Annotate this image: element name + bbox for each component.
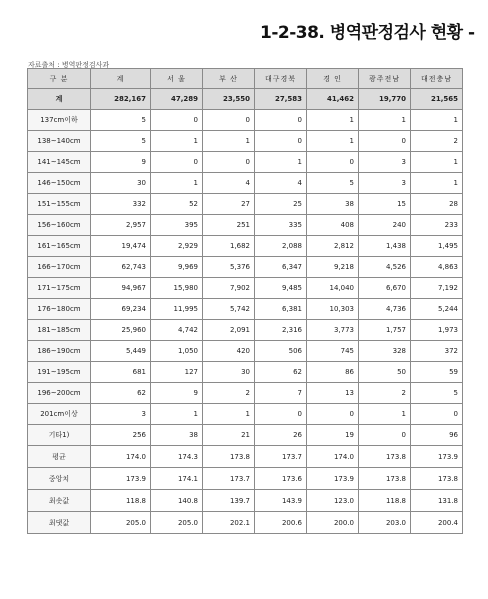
table-row — [28, 194, 463, 215]
cell-daegu-gyeongbuk: 6,347 — [255, 257, 307, 278]
cell-busan: 173.8 — [203, 446, 255, 468]
row-label: 171~175cm — [28, 278, 91, 299]
cell-busan: 173.7 — [203, 468, 255, 490]
cell-seoul: 127 — [151, 362, 203, 383]
row-label: 137cm이하 — [28, 110, 91, 131]
cell-busan: 139.7 — [203, 490, 255, 512]
cell-total: 5 — [91, 131, 151, 152]
cell-seoul: 1 — [151, 173, 203, 194]
cell-daegu-gyeongbuk: 143.9 — [255, 490, 307, 512]
cell-busan: 30 — [203, 362, 255, 383]
cell-daegu-gyeongbuk: 0 — [255, 404, 307, 425]
cell-total: 681 — [91, 362, 151, 383]
cell-total: 5,449 — [91, 341, 151, 362]
cell-seoul: 47,289 — [151, 89, 203, 110]
row-label: 중앙치 — [28, 468, 91, 490]
table-header-row — [28, 69, 463, 89]
row-label: 156~160cm — [28, 215, 91, 236]
cell-gyeongin: 173.9 — [307, 468, 359, 490]
cell-total: 5 — [91, 110, 151, 131]
cell-gwangju-jeonnam: 1,438 — [359, 236, 411, 257]
cell-busan: 420 — [203, 341, 255, 362]
cell-daegu-gyeongbuk: 27,583 — [255, 89, 307, 110]
cell-gyeongin: 1 — [307, 131, 359, 152]
cell-daegu-gyeongbuk: 173.7 — [255, 446, 307, 468]
cell-gyeongin: 38 — [307, 194, 359, 215]
cell-gwangju-jeonnam: 1 — [359, 404, 411, 425]
cell-gyeongin: 19 — [307, 425, 359, 446]
cell-busan: 0 — [203, 152, 255, 173]
cell-gyeongin: 14,040 — [307, 278, 359, 299]
cell-daejeon-chungnam: 1 — [411, 152, 463, 173]
row-label: 138~140cm — [28, 131, 91, 152]
cell-busan: 7,902 — [203, 278, 255, 299]
cell-gwangju-jeonnam: 1 — [359, 110, 411, 131]
header-gyeongin: 경 인 — [307, 69, 359, 89]
cell-gwangju-jeonnam: 173.8 — [359, 446, 411, 468]
stat-row — [28, 468, 463, 490]
cell-seoul: 4,742 — [151, 320, 203, 341]
cell-gwangju-jeonnam: 6,670 — [359, 278, 411, 299]
row-label: 176~180cm — [28, 299, 91, 320]
table-row — [28, 110, 463, 131]
cell-gwangju-jeonnam: 173.8 — [359, 468, 411, 490]
cell-busan: 5,376 — [203, 257, 255, 278]
table-row — [28, 278, 463, 299]
cell-daejeon-chungnam: 1 — [411, 173, 463, 194]
cell-seoul: 0 — [151, 152, 203, 173]
table-row — [28, 173, 463, 194]
cell-daejeon-chungnam: 233 — [411, 215, 463, 236]
table-body — [28, 89, 463, 534]
table-row — [28, 152, 463, 173]
table-row — [28, 404, 463, 425]
cell-gwangju-jeonnam: 15 — [359, 194, 411, 215]
row-label: 계 — [28, 89, 91, 110]
cell-busan: 21 — [203, 425, 255, 446]
cell-gwangju-jeonnam: 4,526 — [359, 257, 411, 278]
cell-busan: 202.1 — [203, 512, 255, 534]
cell-daejeon-chungnam: 59 — [411, 362, 463, 383]
header-gwangju-jeonnam: 광주전남 — [359, 69, 411, 89]
stat-row — [28, 490, 463, 512]
cell-gyeongin: 10,303 — [307, 299, 359, 320]
cell-gwangju-jeonnam: 3 — [359, 152, 411, 173]
cell-seoul: 52 — [151, 194, 203, 215]
row-label: 196~200cm — [28, 383, 91, 404]
cell-total: 3 — [91, 404, 151, 425]
cell-total: 282,167 — [91, 89, 151, 110]
cell-total: 62,743 — [91, 257, 151, 278]
row-label: 201cm이상 — [28, 404, 91, 425]
cell-gyeongin: 5 — [307, 173, 359, 194]
table-row — [28, 215, 463, 236]
cell-daegu-gyeongbuk: 2,316 — [255, 320, 307, 341]
table-row — [28, 383, 463, 404]
cell-daegu-gyeongbuk: 2,088 — [255, 236, 307, 257]
row-label: 기타1) — [28, 425, 91, 446]
cell-daejeon-chungnam: 21,565 — [411, 89, 463, 110]
cell-daegu-gyeongbuk: 7 — [255, 383, 307, 404]
cell-seoul: 1 — [151, 131, 203, 152]
row-label: 151~155cm — [28, 194, 91, 215]
cell-daegu-gyeongbuk: 173.6 — [255, 468, 307, 490]
cell-daejeon-chungnam: 0 — [411, 404, 463, 425]
page-title: 1-2-38. 병역판정검사 현황 - — [260, 23, 475, 43]
cell-seoul: 15,980 — [151, 278, 203, 299]
cell-daejeon-chungnam: 1 — [411, 110, 463, 131]
cell-total: 30 — [91, 173, 151, 194]
cell-gwangju-jeonnam: 0 — [359, 425, 411, 446]
cell-seoul: 0 — [151, 110, 203, 131]
height-statistics-table — [27, 68, 463, 534]
table-row — [28, 131, 463, 152]
table-row — [28, 299, 463, 320]
cell-daejeon-chungnam: 1,973 — [411, 320, 463, 341]
cell-gwangju-jeonnam: 0 — [359, 131, 411, 152]
cell-busan: 1,682 — [203, 236, 255, 257]
cell-daejeon-chungnam: 372 — [411, 341, 463, 362]
cell-gyeongin: 200.0 — [307, 512, 359, 534]
cell-gyeongin: 0 — [307, 152, 359, 173]
cell-seoul: 1 — [151, 404, 203, 425]
cell-total: 205.0 — [91, 512, 151, 534]
cell-total: 25,960 — [91, 320, 151, 341]
row-label: 161~165cm — [28, 236, 91, 257]
cell-daejeon-chungnam: 131.8 — [411, 490, 463, 512]
cell-daejeon-chungnam: 4,863 — [411, 257, 463, 278]
cell-busan: 0 — [203, 110, 255, 131]
row-label: 최댓값 — [28, 512, 91, 534]
cell-total: 2,957 — [91, 215, 151, 236]
cell-gwangju-jeonnam: 118.8 — [359, 490, 411, 512]
cell-seoul: 9 — [151, 383, 203, 404]
row-label: 최솟값 — [28, 490, 91, 512]
cell-seoul: 140.8 — [151, 490, 203, 512]
cell-daejeon-chungnam: 200.4 — [411, 512, 463, 534]
cell-gyeongin: 9,218 — [307, 257, 359, 278]
cell-daejeon-chungnam: 5,244 — [411, 299, 463, 320]
table-row — [28, 320, 463, 341]
cell-seoul: 174.1 — [151, 468, 203, 490]
cell-gyeongin: 408 — [307, 215, 359, 236]
table-row — [28, 236, 463, 257]
table-row — [28, 362, 463, 383]
cell-busan: 4 — [203, 173, 255, 194]
cell-gwangju-jeonnam: 19,770 — [359, 89, 411, 110]
cell-busan: 1 — [203, 131, 255, 152]
row-label: 186~190cm — [28, 341, 91, 362]
cell-total: 9 — [91, 152, 151, 173]
row-label: 166~170cm — [28, 257, 91, 278]
header-seoul: 서 울 — [151, 69, 203, 89]
cell-busan: 5,742 — [203, 299, 255, 320]
cell-total: 69,234 — [91, 299, 151, 320]
cell-seoul: 395 — [151, 215, 203, 236]
cell-daegu-gyeongbuk: 1 — [255, 152, 307, 173]
cell-daegu-gyeongbuk: 4 — [255, 173, 307, 194]
cell-busan: 27 — [203, 194, 255, 215]
cell-gwangju-jeonnam: 50 — [359, 362, 411, 383]
cell-daejeon-chungnam: 173.9 — [411, 446, 463, 468]
header-daegu-gyeongbuk: 대구경북 — [255, 69, 307, 89]
cell-gwangju-jeonnam: 203.0 — [359, 512, 411, 534]
cell-gyeongin: 745 — [307, 341, 359, 362]
cell-seoul: 38 — [151, 425, 203, 446]
cell-daegu-gyeongbuk: 0 — [255, 131, 307, 152]
cell-gwangju-jeonnam: 2 — [359, 383, 411, 404]
cell-total: 256 — [91, 425, 151, 446]
row-label: 181~185cm — [28, 320, 91, 341]
stat-row — [28, 512, 463, 534]
cell-daegu-gyeongbuk: 506 — [255, 341, 307, 362]
cell-daejeon-chungnam: 5 — [411, 383, 463, 404]
cell-gyeongin: 174.0 — [307, 446, 359, 468]
cell-total: 118.8 — [91, 490, 151, 512]
cell-busan: 2 — [203, 383, 255, 404]
cell-busan: 251 — [203, 215, 255, 236]
cell-busan: 23,550 — [203, 89, 255, 110]
cell-gyeongin: 0 — [307, 404, 359, 425]
cell-daegu-gyeongbuk: 6,381 — [255, 299, 307, 320]
cell-total: 174.0 — [91, 446, 151, 468]
cell-gwangju-jeonnam: 3 — [359, 173, 411, 194]
cell-seoul: 11,995 — [151, 299, 203, 320]
cell-gyeongin: 41,462 — [307, 89, 359, 110]
cell-seoul: 174.3 — [151, 446, 203, 468]
cell-total: 94,967 — [91, 278, 151, 299]
cell-daejeon-chungnam: 28 — [411, 194, 463, 215]
cell-daejeon-chungnam: 7,192 — [411, 278, 463, 299]
header-total: 계 — [91, 69, 151, 89]
cell-seoul: 1,050 — [151, 341, 203, 362]
row-label: 141~145cm — [28, 152, 91, 173]
cell-daegu-gyeongbuk: 9,485 — [255, 278, 307, 299]
row-label: 146~150cm — [28, 173, 91, 194]
cell-seoul: 205.0 — [151, 512, 203, 534]
cell-total: 173.9 — [91, 468, 151, 490]
cell-total: 19,474 — [91, 236, 151, 257]
cell-daegu-gyeongbuk: 25 — [255, 194, 307, 215]
cell-gyeongin: 86 — [307, 362, 359, 383]
cell-daegu-gyeongbuk: 0 — [255, 110, 307, 131]
table-row — [28, 257, 463, 278]
cell-gwangju-jeonnam: 240 — [359, 215, 411, 236]
cell-total: 332 — [91, 194, 151, 215]
cell-gwangju-jeonnam: 4,736 — [359, 299, 411, 320]
table-row — [28, 341, 463, 362]
total-row — [28, 89, 463, 110]
cell-daejeon-chungnam: 2 — [411, 131, 463, 152]
cell-daegu-gyeongbuk: 335 — [255, 215, 307, 236]
cell-seoul: 2,929 — [151, 236, 203, 257]
cell-gyeongin: 13 — [307, 383, 359, 404]
cell-daejeon-chungnam: 1,495 — [411, 236, 463, 257]
cell-daegu-gyeongbuk: 62 — [255, 362, 307, 383]
cell-gwangju-jeonnam: 328 — [359, 341, 411, 362]
header-daejeon-chungnam: 대전충남 — [411, 69, 463, 89]
row-label: 191~195cm — [28, 362, 91, 383]
cell-busan: 2,091 — [203, 320, 255, 341]
cell-daegu-gyeongbuk: 26 — [255, 425, 307, 446]
table-row — [28, 425, 463, 446]
cell-gyeongin: 1 — [307, 110, 359, 131]
cell-gyeongin: 2,812 — [307, 236, 359, 257]
cell-gyeongin: 123.0 — [307, 490, 359, 512]
cell-busan: 1 — [203, 404, 255, 425]
stat-row — [28, 446, 463, 468]
cell-daegu-gyeongbuk: 200.6 — [255, 512, 307, 534]
cell-gyeongin: 3,773 — [307, 320, 359, 341]
cell-seoul: 9,969 — [151, 257, 203, 278]
cell-daejeon-chungnam: 173.8 — [411, 468, 463, 490]
header-busan: 부 산 — [203, 69, 255, 89]
row-label: 평균 — [28, 446, 91, 468]
header-category: 구 분 — [28, 69, 91, 89]
source-note: 자료출처 : 병역판정검사과 — [28, 61, 110, 69]
cell-gwangju-jeonnam: 1,757 — [359, 320, 411, 341]
cell-daejeon-chungnam: 96 — [411, 425, 463, 446]
cell-total: 62 — [91, 383, 151, 404]
